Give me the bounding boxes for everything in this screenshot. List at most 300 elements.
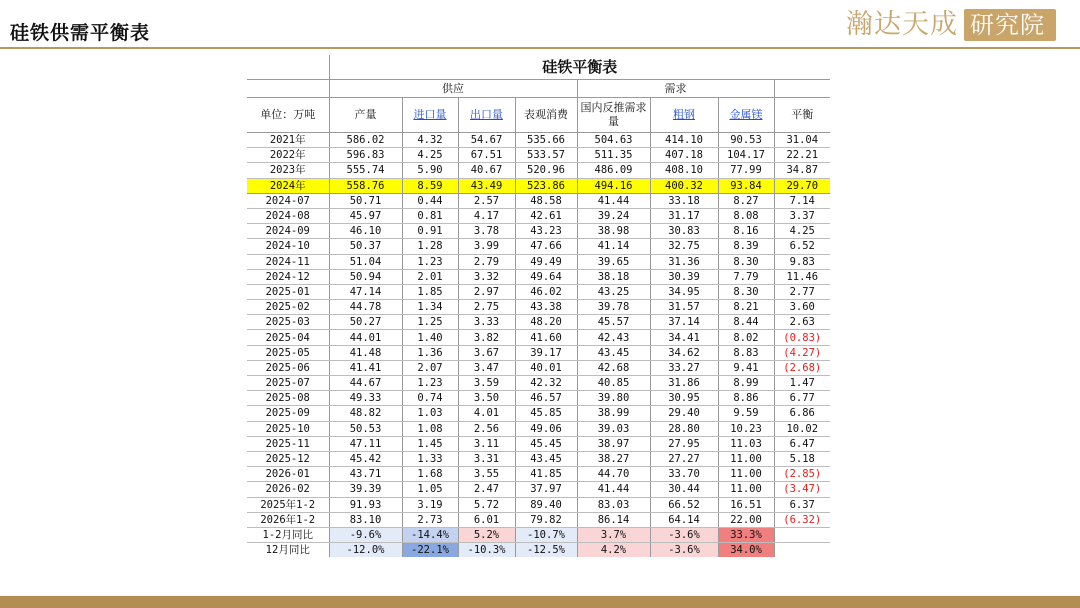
yoy-cell: -10.7% (515, 527, 577, 542)
table-cell: 91.93 (329, 497, 402, 512)
table-cell: 494.16 (577, 178, 650, 193)
table-cell: 3.55 (458, 467, 515, 482)
table-cell: 2.57 (458, 193, 515, 208)
row-label: 2025-02 (247, 300, 329, 315)
table-cell: 43.49 (458, 178, 515, 193)
table-row (247, 345, 830, 360)
table-cell: 41.60 (515, 330, 577, 345)
table-cell: 511.35 (577, 148, 650, 163)
table-cell: 79.82 (515, 512, 577, 527)
table-cell: 407.18 (650, 148, 718, 163)
table-cell: 38.27 (577, 451, 650, 466)
yoy-cell: -14.4% (402, 527, 458, 542)
table-cell: 1.28 (402, 239, 458, 254)
yoy-cell: -3.6% (650, 527, 718, 542)
table-cell: 47.14 (329, 284, 402, 299)
row-label: 2024-11 (247, 254, 329, 269)
table-cell: 48.82 (329, 406, 402, 421)
yoy-cell: 33.3% (718, 527, 774, 542)
row-label: 2026-01 (247, 467, 329, 482)
table-cell: 4.32 (402, 133, 458, 148)
row-label: 2025年1-2 (247, 497, 329, 512)
table-cell: 50.53 (329, 421, 402, 436)
header-apparent-consumption: 表观消费 (515, 98, 577, 133)
table-cell: 31.36 (650, 254, 718, 269)
table-cell: 43.25 (577, 284, 650, 299)
table-cell: 33.70 (650, 467, 718, 482)
table-cell: 49.33 (329, 391, 402, 406)
table-cell: 39.03 (577, 421, 650, 436)
table-cell: 33.27 (650, 360, 718, 375)
table-cell: 533.57 (515, 148, 577, 163)
table-cell: 408.10 (650, 163, 718, 178)
table-cell: 2.75 (458, 300, 515, 315)
yoy-cell: -3.6% (650, 543, 718, 558)
row-label: 12月同比 (265, 544, 310, 557)
table-cell: 1.03 (402, 406, 458, 421)
table-cell: 8.86 (718, 391, 774, 406)
table-cell: 47.66 (515, 239, 577, 254)
table-cell: 83.03 (577, 497, 650, 512)
table-cell: 39.78 (577, 300, 650, 315)
table-cell: 596.83 (329, 148, 402, 163)
table-cell: 49.64 (515, 269, 577, 284)
row-label: 2024-08 (247, 208, 329, 223)
table-row (247, 300, 830, 315)
table-cell: 37.14 (650, 315, 718, 330)
table-cell: (0.83) (774, 330, 830, 345)
table-row (247, 163, 830, 178)
yoy-cell: 3.7% (577, 527, 650, 542)
table-cell: 8.21 (718, 300, 774, 315)
table-row (247, 208, 830, 223)
table-cell: 6.37 (774, 497, 830, 512)
table-cell: 3.50 (458, 391, 515, 406)
table-cell: 4.01 (458, 406, 515, 421)
logo-box (964, 9, 1056, 41)
table-cell: 22.21 (774, 148, 830, 163)
table-cell: 42.68 (577, 360, 650, 375)
logo-text: 瀚达天成 (846, 9, 958, 40)
table-cell: 42.32 (515, 376, 577, 391)
table-cell: 7.14 (774, 193, 830, 208)
yoy-cell: -22.1% (402, 543, 458, 558)
row-label: 2025-06 (247, 360, 329, 375)
table-cell: 39.39 (329, 482, 402, 497)
header-crude-steel-link[interactable]: 粗钢 (650, 98, 718, 133)
header-import-link[interactable]: 进口量 (402, 98, 458, 133)
table-cell: 10.23 (718, 421, 774, 436)
column-header-row (247, 98, 830, 133)
table-cell: 8.59 (402, 178, 458, 193)
row-label: 2024-07 (247, 193, 329, 208)
table-cell: 34.95 (650, 284, 718, 299)
table-cell: 28.80 (650, 421, 718, 436)
table-row (247, 467, 830, 482)
table-cell: 46.57 (515, 391, 577, 406)
table-cell: 51.04 (329, 254, 402, 269)
table-cell: 3.37 (774, 208, 830, 223)
table-cell: 49.06 (515, 421, 577, 436)
table-cell: 31.04 (774, 133, 830, 148)
table-cell: 31.57 (650, 300, 718, 315)
table-row (247, 512, 830, 527)
table-cell: 16.51 (718, 497, 774, 512)
table-cell: 44.01 (329, 330, 402, 345)
table-row (247, 284, 830, 299)
balance-table (247, 55, 830, 557)
table-cell: 66.52 (650, 497, 718, 512)
table-cell: 5.18 (774, 451, 830, 466)
table-cell: 46.10 (329, 224, 402, 239)
table-cell: 30.95 (650, 391, 718, 406)
table-cell: 44.70 (577, 467, 650, 482)
table-cell: 2.07 (402, 360, 458, 375)
table-cell: 8.30 (718, 284, 774, 299)
table-cell: 5.90 (402, 163, 458, 178)
table-row (247, 133, 830, 148)
table-cell: 34.41 (650, 330, 718, 345)
table-cell: 30.44 (650, 482, 718, 497)
table-cell: 38.99 (577, 406, 650, 421)
row-label: 2025-01 (247, 284, 329, 299)
table-cell: 41.44 (577, 193, 650, 208)
table-row (247, 391, 830, 406)
yoy-row (247, 527, 830, 542)
table-cell: 41.41 (329, 360, 402, 375)
table-cell: 38.98 (577, 224, 650, 239)
table-cell: 1.45 (402, 436, 458, 451)
table-cell: 40.01 (515, 360, 577, 375)
table-cell: 1.23 (402, 376, 458, 391)
row-label: 2026年1-2 (247, 512, 329, 527)
table-cell: 45.57 (577, 315, 650, 330)
table-cell: 2.79 (458, 254, 515, 269)
row-label: 2025-12 (247, 451, 329, 466)
header-domestic-demand: 国内反推需求量 (577, 98, 650, 133)
table-cell: 10.02 (774, 421, 830, 436)
table-cell: 30.39 (650, 269, 718, 284)
row-label: 2025-07 (247, 376, 329, 391)
table-cell: 31.86 (650, 376, 718, 391)
table-cell: 41.44 (577, 482, 650, 497)
footer-bar (0, 596, 1080, 608)
table-cell: 89.40 (515, 497, 577, 512)
company-logo (846, 8, 1058, 42)
table-title-row (247, 55, 830, 80)
table-cell: 1.36 (402, 345, 458, 360)
table-row (247, 497, 830, 512)
table-row (247, 239, 830, 254)
table-cell: 22.00 (718, 512, 774, 527)
table-cell: 3.11 (458, 436, 515, 451)
table-cell: 586.02 (329, 133, 402, 148)
table-cell: 11.00 (718, 467, 774, 482)
table-cell: 42.61 (515, 208, 577, 223)
table-title: 硅铁平衡表 (329, 55, 830, 80)
row-label: 2024年 (247, 178, 329, 193)
table-cell: 3.78 (458, 224, 515, 239)
table-row (247, 330, 830, 345)
table-cell: 45.85 (515, 406, 577, 421)
table-cell: 77.99 (718, 163, 774, 178)
table-cell: (3.47) (774, 482, 830, 497)
table-cell: 3.47 (458, 360, 515, 375)
table-cell: 400.32 (650, 178, 718, 193)
table-cell: 6.86 (774, 406, 830, 421)
table-cell: 39.24 (577, 208, 650, 223)
table-cell: 8.27 (718, 193, 774, 208)
yoy-cell: 4.2% (577, 543, 650, 558)
table-cell: 45.45 (515, 436, 577, 451)
table-cell: 38.18 (577, 269, 650, 284)
table-cell: 520.96 (515, 163, 577, 178)
table-cell: 4.25 (402, 148, 458, 163)
table-row (247, 178, 830, 193)
table-row (247, 421, 830, 436)
row-label: 2023年 (247, 163, 329, 178)
table-cell: 43.38 (515, 300, 577, 315)
table-cell: 0.74 (402, 391, 458, 406)
table-cell: 0.91 (402, 224, 458, 239)
row-label: 2025-11 (247, 436, 329, 451)
row-label: 2026-02 (247, 482, 329, 497)
table-cell: 3.99 (458, 239, 515, 254)
table-cell: 8.99 (718, 376, 774, 391)
table-cell: 50.94 (329, 269, 402, 284)
table-cell: 93.84 (718, 178, 774, 193)
table-row (247, 360, 830, 375)
table-cell: 64.14 (650, 512, 718, 527)
table-cell: (6.32) (774, 512, 830, 527)
table-cell: 43.23 (515, 224, 577, 239)
row-label: 2025-05 (247, 345, 329, 360)
table-cell: 486.09 (577, 163, 650, 178)
logo-box-text: 研究院 (970, 11, 1045, 39)
table-cell: 5.72 (458, 497, 515, 512)
table-cell: 8.30 (718, 254, 774, 269)
table-row (247, 254, 830, 269)
group-demand: 需求 (577, 80, 774, 98)
table-cell: 27.27 (650, 451, 718, 466)
table-cell: 414.10 (650, 133, 718, 148)
table-cell: 41.48 (329, 345, 402, 360)
table-cell: 45.97 (329, 208, 402, 223)
table-cell: 0.81 (402, 208, 458, 223)
table-cell: 44.67 (329, 376, 402, 391)
table-cell: 7.79 (718, 269, 774, 284)
yoy-cell: -12.0% (329, 543, 402, 558)
group-header-row (247, 80, 830, 98)
table-row (247, 224, 830, 239)
table-cell: 9.41 (718, 360, 774, 375)
table-cell: 54.67 (458, 133, 515, 148)
table-cell: 50.71 (329, 193, 402, 208)
table-cell: 3.59 (458, 376, 515, 391)
table-cell: 1.40 (402, 330, 458, 345)
table-cell: 40.67 (458, 163, 515, 178)
row-label: 2025-09 (247, 406, 329, 421)
table-cell: 11.00 (718, 482, 774, 497)
table-cell: 1.85 (402, 284, 458, 299)
table-cell: 3.19 (402, 497, 458, 512)
table-cell: 43.71 (329, 467, 402, 482)
row-label: 1-2月同比 (247, 527, 329, 542)
table-cell: 39.65 (577, 254, 650, 269)
table-cell: 6.47 (774, 436, 830, 451)
table-cell: 48.20 (515, 315, 577, 330)
table-cell: 38.97 (577, 436, 650, 451)
row-label: 2025-10 (247, 421, 329, 436)
table-cell: 8.16 (718, 224, 774, 239)
table-cell: 1.68 (402, 467, 458, 482)
row-label: 2022年 (247, 148, 329, 163)
table-cell: 6.52 (774, 239, 830, 254)
table-row (247, 315, 830, 330)
table-cell: 2.77 (774, 284, 830, 299)
table-cell: 44.78 (329, 300, 402, 315)
table-cell: 33.18 (650, 193, 718, 208)
table-cell: 86.14 (577, 512, 650, 527)
table-cell: 504.63 (577, 133, 650, 148)
table-cell: (4.27) (774, 345, 830, 360)
row-label: 2024-10 (247, 239, 329, 254)
table-cell: 29.40 (650, 406, 718, 421)
table-cell: 9.83 (774, 254, 830, 269)
header-export-link[interactable]: 出口量 (458, 98, 515, 133)
table-cell: 50.37 (329, 239, 402, 254)
table-cell: 8.39 (718, 239, 774, 254)
yoy-cell: -10.3% (458, 543, 515, 558)
table-cell: 34.62 (650, 345, 718, 360)
table-cell: 1.47 (774, 376, 830, 391)
table-cell: 6.01 (458, 512, 515, 527)
table-cell: 2.56 (458, 421, 515, 436)
table-cell: 29.70 (774, 178, 830, 193)
table-cell: 11.00 (718, 451, 774, 466)
table-row (247, 406, 830, 421)
table-cell: 45.42 (329, 451, 402, 466)
table-cell: 1.23 (402, 254, 458, 269)
table-cell: 4.25 (774, 224, 830, 239)
table-cell: 49.49 (515, 254, 577, 269)
table-cell: 0.44 (402, 193, 458, 208)
table-cell: 40.85 (577, 376, 650, 391)
table-cell: 46.02 (515, 284, 577, 299)
table-cell: 90.53 (718, 133, 774, 148)
table-cell: 8.83 (718, 345, 774, 360)
yoy-cell: 5.2% (458, 527, 515, 542)
header-divider (0, 47, 1080, 49)
table-cell: 30.83 (650, 224, 718, 239)
table-cell: 41.85 (515, 467, 577, 482)
table-cell: 8.02 (718, 330, 774, 345)
table-cell: 1.33 (402, 451, 458, 466)
header-unit: 单位：万吨 (247, 98, 329, 133)
table-cell: 42.43 (577, 330, 650, 345)
table-cell: 34.87 (774, 163, 830, 178)
table-cell: 9.59 (718, 406, 774, 421)
table-cell: 32.75 (650, 239, 718, 254)
table-cell: 3.60 (774, 300, 830, 315)
table-cell: 43.45 (515, 451, 577, 466)
table-cell: 39.17 (515, 345, 577, 360)
table-cell: 523.86 (515, 178, 577, 193)
balance-sheet (247, 55, 830, 557)
table-cell: 3.33 (458, 315, 515, 330)
table-cell: 2.47 (458, 482, 515, 497)
table-cell: 48.58 (515, 193, 577, 208)
table-cell: 41.14 (577, 239, 650, 254)
table-cell: 67.51 (458, 148, 515, 163)
yoy-cell: -12.5% (515, 543, 577, 558)
table-row (247, 376, 830, 391)
table-cell: 1.25 (402, 315, 458, 330)
row-label: 2025-04 (247, 330, 329, 345)
table-cell: 2.01 (402, 269, 458, 284)
table-row (247, 451, 830, 466)
table-row (247, 148, 830, 163)
table-cell: 50.27 (329, 315, 402, 330)
table-cell: 3.31 (458, 451, 515, 466)
table-cell: 558.76 (329, 178, 402, 193)
table-row (247, 269, 830, 284)
table-cell: (2.68) (774, 360, 830, 375)
table-cell: 27.95 (650, 436, 718, 451)
table-cell: 37.97 (515, 482, 577, 497)
table-cell: 43.45 (577, 345, 650, 360)
table-cell: 8.08 (718, 208, 774, 223)
table-cell: 4.17 (458, 208, 515, 223)
table-cell: 11.03 (718, 436, 774, 451)
group-supply: 供应 (329, 80, 577, 98)
table-cell: 104.17 (718, 148, 774, 163)
yoy-row (247, 543, 830, 558)
table-cell: 1.08 (402, 421, 458, 436)
table-cell: 11.46 (774, 269, 830, 284)
yoy-cell: 34.0% (718, 543, 774, 558)
table-cell: 3.32 (458, 269, 515, 284)
table-cell: 39.80 (577, 391, 650, 406)
table-cell: 3.82 (458, 330, 515, 345)
table-cell: 2.63 (774, 315, 830, 330)
table-cell: 8.44 (718, 315, 774, 330)
row-label: 2025-03 (247, 315, 329, 330)
header-output: 产量 (329, 98, 402, 133)
table-cell: 47.11 (329, 436, 402, 451)
row-label: 2024-12 (247, 269, 329, 284)
table-cell: 1.34 (402, 300, 458, 315)
table-cell: 535.66 (515, 133, 577, 148)
table-cell: 1.05 (402, 482, 458, 497)
row-label: 2021年 (247, 133, 329, 148)
table-row (247, 193, 830, 208)
table-cell: 3.67 (458, 345, 515, 360)
yoy-cell: -9.6% (329, 527, 402, 542)
table-row (247, 436, 830, 451)
row-label: 2024-09 (247, 224, 329, 239)
table-cell: (2.85) (774, 467, 830, 482)
table-cell: 2.97 (458, 284, 515, 299)
header-balance: 平衡 (774, 98, 830, 133)
page-title: 硅铁供需平衡表 (10, 22, 151, 44)
table-row (247, 482, 830, 497)
table-cell: 2.73 (402, 512, 458, 527)
header-magnesium-link[interactable]: 金属镁 (718, 98, 774, 133)
table-cell: 83.10 (329, 512, 402, 527)
row-label: 2025-08 (247, 391, 329, 406)
table-cell: 555.74 (329, 163, 402, 178)
